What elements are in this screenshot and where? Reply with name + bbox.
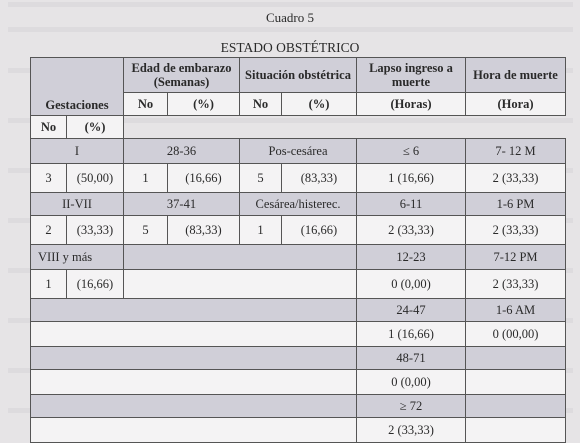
cell-lapso: ≥ 72 bbox=[357, 395, 466, 418]
cell-no: 5 bbox=[124, 216, 168, 245]
table-row bbox=[31, 322, 566, 347]
cell-empty bbox=[31, 347, 357, 370]
cell-pct: (16,66) bbox=[168, 164, 240, 193]
cell-lapso: 1 (16,66) bbox=[357, 164, 466, 193]
cell-no: 2 bbox=[31, 216, 67, 245]
cell-empty bbox=[31, 418, 357, 443]
subheader-row bbox=[31, 116, 566, 139]
cell-empty bbox=[31, 370, 357, 395]
cell-no: 1 bbox=[240, 216, 282, 245]
cell-lapso: 6-11 bbox=[357, 193, 466, 216]
cell-empty bbox=[124, 270, 357, 299]
table-number: Cuadro 5 bbox=[265, 10, 315, 25]
subheader-no: No bbox=[124, 93, 168, 116]
table-row bbox=[31, 347, 566, 370]
cell-pct: (16,66) bbox=[67, 270, 124, 299]
cell-empty bbox=[31, 395, 357, 418]
cell-lapso: 12-23 bbox=[357, 245, 466, 270]
cell-no: 1 bbox=[124, 164, 168, 193]
subheader-horas: (Horas) bbox=[357, 93, 466, 116]
table-row bbox=[31, 245, 566, 270]
table-row bbox=[31, 395, 566, 418]
cell-hora: 2 (33,33) bbox=[466, 270, 566, 299]
cell-hora: 7- 12 M bbox=[466, 139, 566, 164]
cell-empty bbox=[466, 395, 566, 418]
table-row bbox=[31, 370, 566, 395]
cell-lapso: 1 (16,66) bbox=[357, 322, 466, 347]
cell-hora: 2 (33,33) bbox=[466, 164, 566, 193]
cell-pct: (33,33) bbox=[67, 216, 124, 245]
cell-empty bbox=[466, 347, 566, 370]
cell-edad: 37-41 bbox=[124, 193, 240, 216]
cell-hora: 7-12 PM bbox=[466, 245, 566, 270]
header-row bbox=[31, 58, 566, 93]
cell-lapso: 0 (0,00) bbox=[357, 370, 466, 395]
cell-pct: (83,33) bbox=[168, 216, 240, 245]
table-row bbox=[31, 299, 566, 322]
cell-gestaciones: I bbox=[31, 139, 124, 164]
cell-hora: 1-6 PM bbox=[466, 193, 566, 216]
cell-lapso: 48-71 bbox=[357, 347, 466, 370]
cell-lapso: 0 (0,00) bbox=[357, 270, 466, 299]
subheader-pct: (%) bbox=[282, 93, 357, 116]
cell-pct: (50,00) bbox=[67, 164, 124, 193]
table-row bbox=[31, 216, 566, 245]
cell-empty bbox=[31, 322, 357, 347]
subheader-no: No bbox=[31, 116, 67, 139]
header-situacion: Situación obstétrica bbox=[240, 58, 357, 93]
cell-hora: 0 (00,00) bbox=[466, 322, 566, 347]
cell-gestaciones: VIII y más bbox=[31, 245, 124, 270]
obstetric-status-table bbox=[30, 57, 566, 443]
table-row bbox=[31, 270, 566, 299]
cell-lapso: 2 (33,33) bbox=[357, 418, 466, 443]
subheader-no: No bbox=[240, 93, 282, 116]
cell-empty bbox=[466, 370, 566, 395]
cell-pct: (83,33) bbox=[282, 164, 357, 193]
cell-pct: (16,66) bbox=[282, 216, 357, 245]
cell-situacion: Cesárea/histerec. bbox=[240, 193, 357, 216]
header-hora: Hora de muerte bbox=[466, 58, 566, 93]
table-row bbox=[31, 193, 566, 216]
table-row bbox=[31, 164, 566, 193]
cell-lapso: 2 (33,33) bbox=[357, 216, 466, 245]
cell-no: 3 bbox=[31, 164, 67, 193]
cell-empty bbox=[31, 299, 357, 322]
cell-situacion: Pos-cesárea bbox=[240, 139, 357, 164]
subheader-hora: (Hora) bbox=[466, 93, 566, 116]
header-lapso: Lapso ingreso a muerte bbox=[357, 58, 466, 93]
subheader-pct: (%) bbox=[168, 93, 240, 116]
header-edad: Edad de embarazo (Semanas) bbox=[124, 58, 240, 93]
cell-edad: 28-36 bbox=[124, 139, 240, 164]
cell-no: 1 bbox=[31, 270, 67, 299]
cell-no: 5 bbox=[240, 164, 282, 193]
cell-gestaciones: II-VII bbox=[31, 193, 124, 216]
cell-hora: 1-6 AM bbox=[466, 299, 566, 322]
table-row bbox=[31, 139, 566, 164]
table-row bbox=[31, 418, 566, 443]
table-title: ESTADO OBSTÉTRICO bbox=[220, 40, 360, 55]
cell-empty bbox=[124, 245, 357, 270]
cell-empty bbox=[466, 418, 566, 443]
cell-lapso: 24-47 bbox=[357, 299, 466, 322]
subheader-pct: (%) bbox=[67, 116, 124, 139]
cell-hora: 2 (33,33) bbox=[466, 216, 566, 245]
header-gestaciones: Gestaciones bbox=[31, 58, 124, 116]
cell-lapso: ≤ 6 bbox=[357, 139, 466, 164]
